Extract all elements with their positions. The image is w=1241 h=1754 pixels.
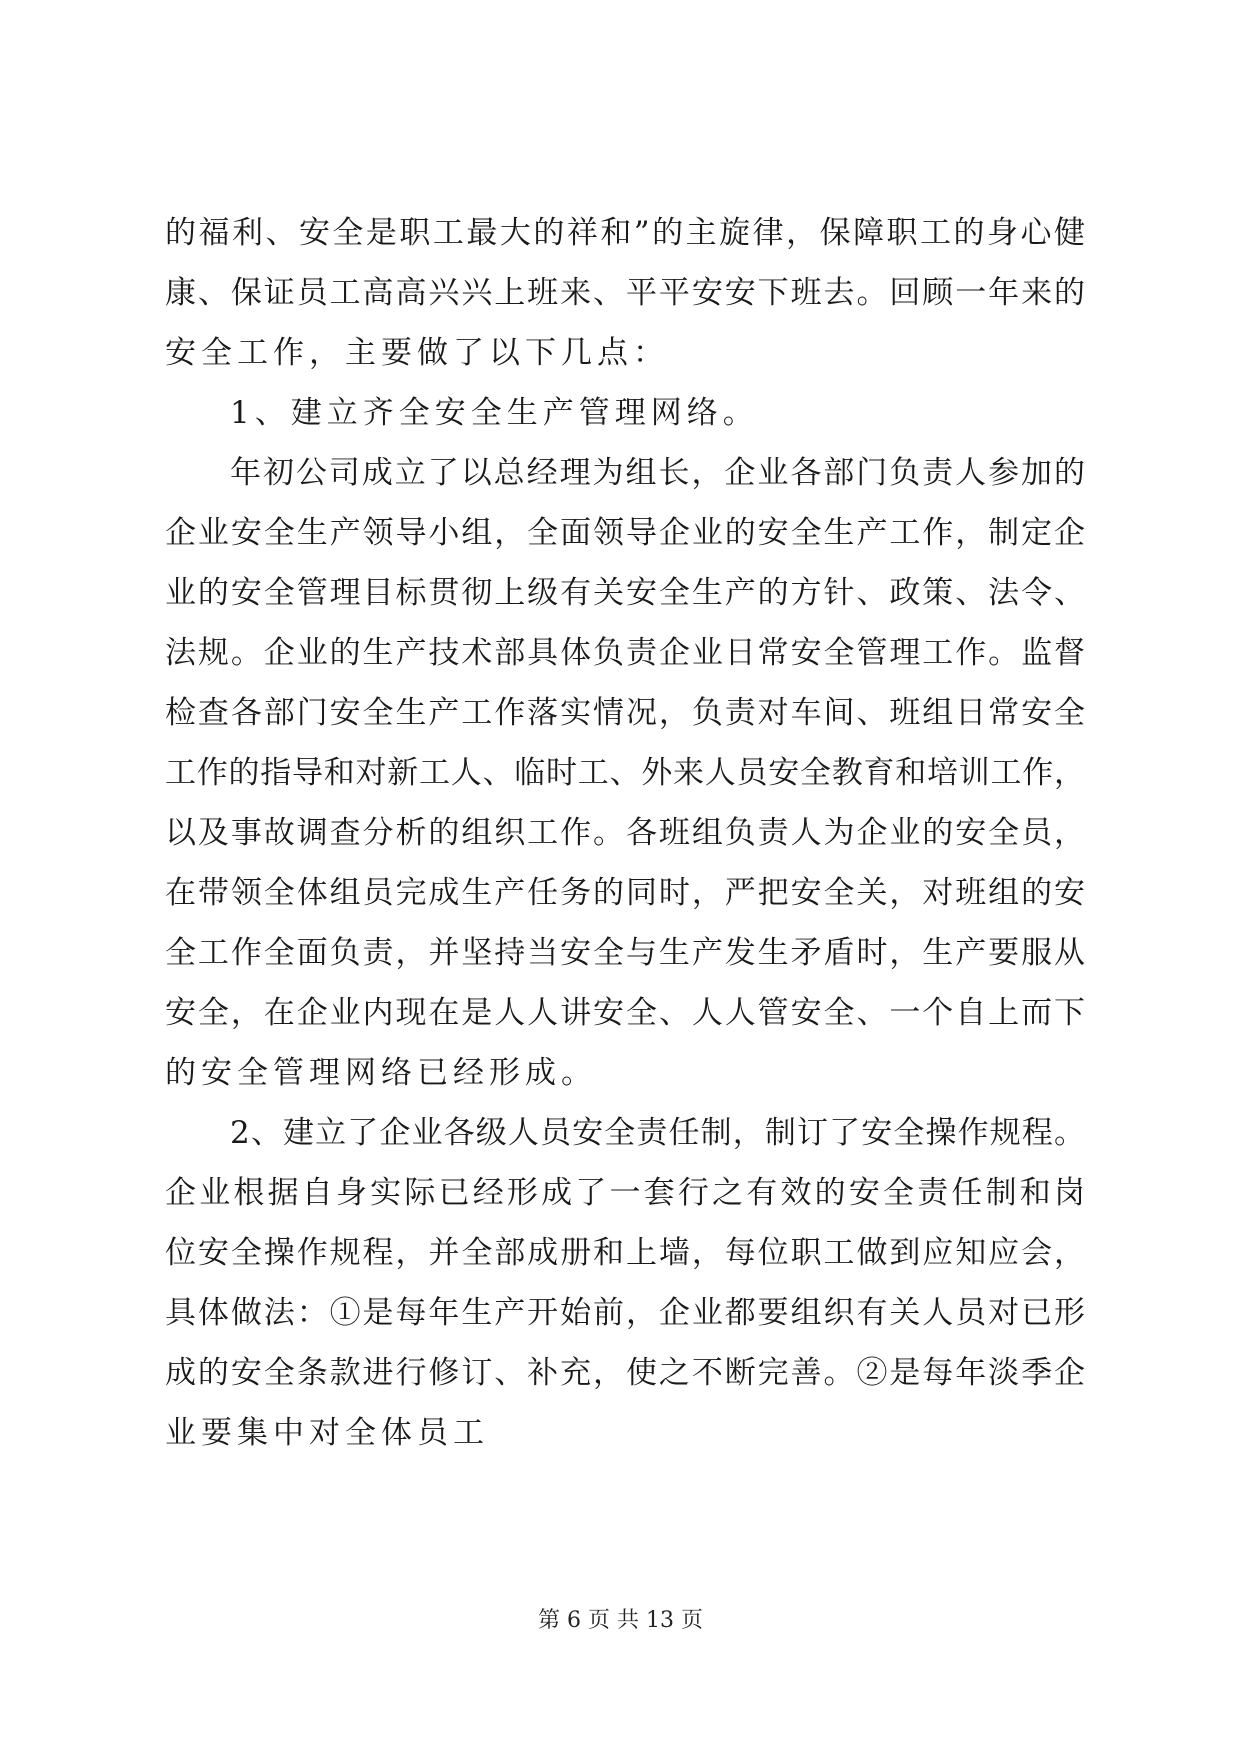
section-heading: 2、建立了企业各级人员安全责任制，制订了安全操作规程。 <box>230 1115 1085 1151</box>
text-line: 全工作全面负责，并坚持当安全与生产发生矛盾时，生产要服从 <box>165 935 1085 971</box>
text-line: 企业安全生产领导小组，全面领导企业的安全生产工作，制定企 <box>165 515 1085 551</box>
text-line: 以及事故调查分析的组织工作。各班组负责人为企业的安全员， <box>165 815 1085 851</box>
text-line: 成的安全条款进行修订、补充，使之不断完善。②是每年淡季企 <box>165 1355 1085 1391</box>
text-line: 年初公司成立了以总经理为组长，企业各部门负责人参加的 <box>230 455 1085 491</box>
text-line: 法规。企业的生产技术部具体负责企业日常安全管理工作。监督 <box>165 635 1085 671</box>
text-line: 在带领全体组员完成生产任务的同时，严把安全关，对班组的安 <box>165 875 1085 911</box>
text-line: 业的安全管理目标贯彻上级有关安全生产的方针、政策、法令、 <box>165 575 1085 611</box>
section-heading: 1、建立齐全安全生产管理网络。 <box>230 395 759 431</box>
text-line: 位安全操作规程，并全部成册和上墙，每位职工做到应知应会， <box>165 1235 1085 1271</box>
text-line: 工作的指导和对新工人、临时工、外来人员安全教育和培训工作， <box>165 755 1085 791</box>
text-line: 的安全管理网络已经形成。 <box>165 1055 597 1091</box>
page-number-footer: 第 6 页 共 13 页 <box>538 1608 703 1633</box>
text-line: 企业根据自身实际已经形成了一套行之有效的安全责任制和岗 <box>165 1175 1085 1211</box>
text-line: 康、保证员工高高兴兴上班来、平平安安下班去。回顾一年来的 <box>165 275 1085 311</box>
text-line: 安全，在企业内现在是人人讲安全、人人管安全、一个自上而下 <box>165 995 1085 1031</box>
text-line: 检查各部门安全生产工作落实情况，负责对车间、班组日常安全 <box>165 695 1085 731</box>
text-line: 的福利、安全是职工最大的祥和”的主旋律，保障职工的身心健 <box>165 215 1085 251</box>
text-line: 安全工作，主要做了以下几点： <box>165 335 669 371</box>
text-line: 业要集中对全体员工 <box>165 1415 489 1451</box>
text-line: 具体做法：①是每年生产开始前，企业都要组织有关人员对已形 <box>165 1295 1085 1331</box>
